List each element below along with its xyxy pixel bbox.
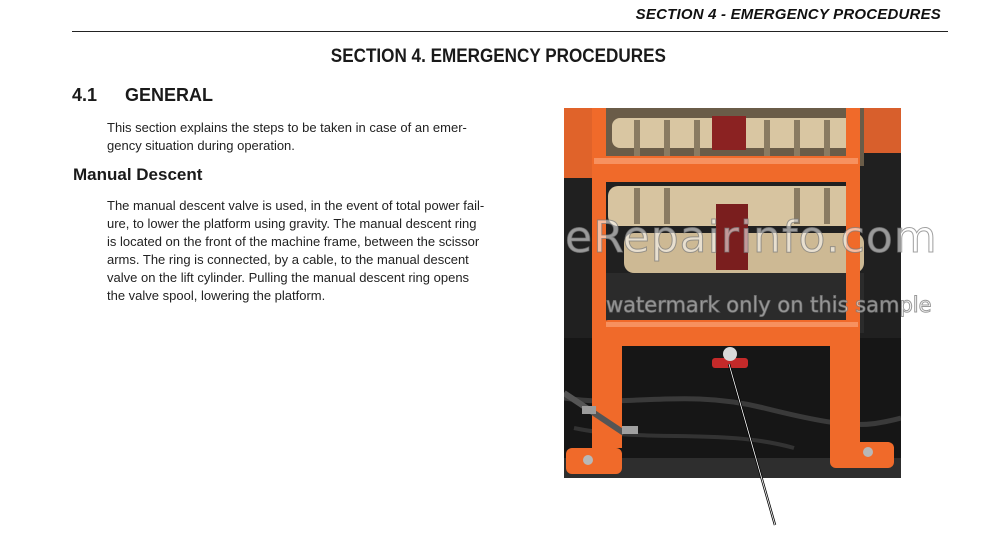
text-line: the valve spool, lowering the platform. [107, 288, 326, 303]
section-title: SECTION 4. EMERGENCY PROCEDURES [330, 46, 666, 67]
text-line: arms. The ring is connected, by a cable, to the manual descent [107, 252, 469, 267]
header-rule [72, 31, 948, 32]
subsection-number: 4.1 [72, 85, 98, 105]
manual-descent-paragraph [107, 197, 507, 305]
text-line: is located on the front of the machine frame, between the scissor [107, 234, 480, 249]
text-line: The manual descent valve is used, in the event of total power fail- [107, 198, 485, 213]
text-line: valve on the lift cylinder. Pulling the manual descent ring opens [107, 270, 470, 285]
manual-descent-heading: Manual Descent [73, 165, 203, 184]
general-paragraph [107, 119, 507, 155]
text-line: ure, to lower the platform using gravity. The manual descent ring [107, 216, 477, 231]
watermark-subtext: watermark only on this sample [606, 293, 932, 317]
watermark-text: eRepairinfo.com [565, 212, 938, 263]
subsection-title: GENERAL [125, 85, 214, 105]
text-line: gency situation during operation. [107, 138, 295, 153]
text-line: This section explains the steps to be taken in case of an emer- [107, 120, 467, 135]
running-header: SECTION 4 - EMERGENCY PROCEDURES [635, 6, 941, 23]
